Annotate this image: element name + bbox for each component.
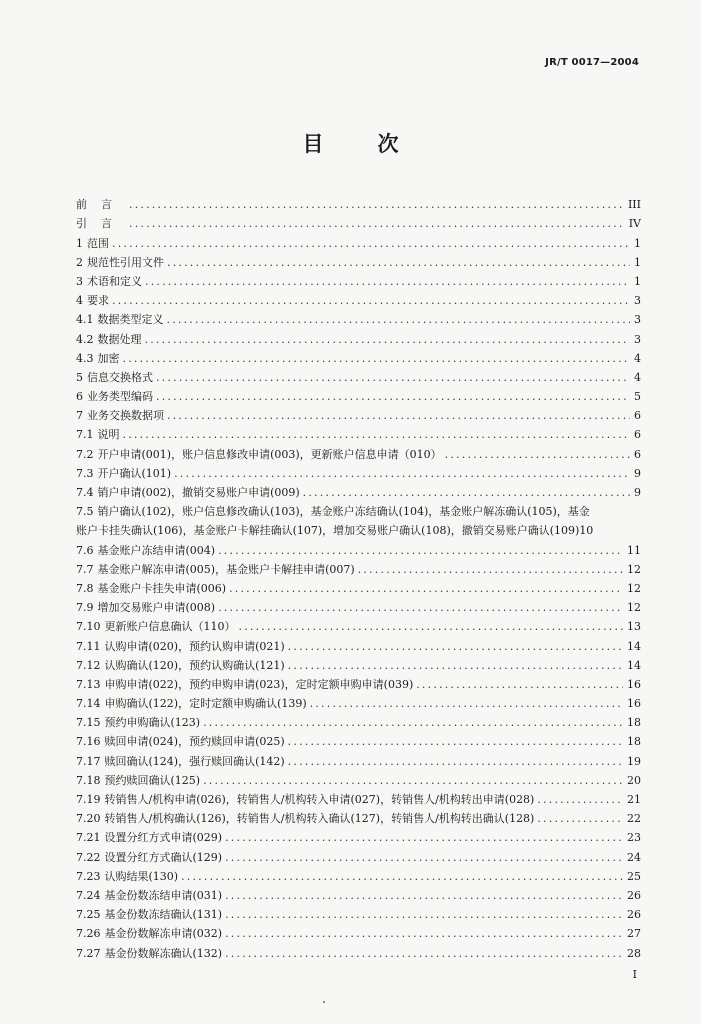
toc-dot-leader	[145, 275, 630, 288]
toc-entry-title: 基金账户解冻申请(005)，基金账户卡解挂申请(007)	[97, 562, 355, 576]
toc-dot-leader	[288, 755, 623, 768]
toc-entry-page: 14	[627, 639, 641, 653]
toc-entry-number: 7.5	[76, 505, 94, 519]
toc-entry-number: 7.11	[76, 639, 101, 653]
toc-entry-number: 7.25	[76, 908, 101, 922]
toc-entry-page: 16	[627, 697, 641, 711]
toc-dot-leader	[225, 908, 623, 921]
toc-entry-page: 18	[627, 735, 641, 749]
toc-entry-title: 信息交换格式	[87, 370, 153, 384]
toc-entry-number: 7.7	[76, 562, 94, 576]
toc-dot-leader	[445, 448, 630, 461]
page-number: I	[632, 968, 637, 981]
toc-entry-title: 认购申请(020)，预约认购申请(021)	[104, 639, 285, 653]
toc-entry-number: 7.2	[76, 447, 94, 461]
toc-entry-title: 设置分红方式确认(129)	[104, 850, 223, 864]
toc-dot-leader	[288, 735, 623, 748]
toc-entry-page: 10	[579, 524, 594, 538]
toc-dot-leader	[129, 198, 624, 211]
toc-entry	[76, 422, 641, 441]
toc-entry	[76, 710, 641, 729]
toc-dot-leader	[358, 563, 623, 576]
toc-entry-title: 要求	[87, 294, 109, 308]
toc-entry-number: 7.1	[76, 428, 94, 442]
toc-dot-leader	[145, 333, 631, 346]
toc-dot-leader	[310, 697, 623, 710]
toc-entry	[76, 748, 641, 767]
toc-entry-number: 7.10	[76, 620, 101, 634]
toc-entry-number: 7.15	[76, 716, 101, 730]
toc-entry-title: 开户申请(001)，账户信息修改申请(003)，更新账户信息申请（010）	[97, 447, 442, 461]
toc-dot-leader	[225, 831, 623, 844]
toc-dot-leader	[303, 486, 630, 499]
toc-dot-leader	[229, 582, 623, 595]
toc-entry-title: 转销售人/机构申请(026)，转销售人/机构转入申请(027)，转销售人/机构转出申请(028)	[104, 793, 535, 806]
toc-entry-page: 6	[634, 447, 641, 461]
toc-dot-leader	[203, 716, 623, 729]
toc-entry	[76, 729, 641, 748]
toc-entry-page: 12	[627, 581, 641, 595]
toc-entry-title: 引言	[76, 217, 126, 231]
toc-dot-leader	[167, 409, 630, 422]
toc-entry-title: 认购确认(120)，预约认购确认(121)	[104, 658, 285, 672]
toc-entry-number: 7.6	[76, 543, 94, 557]
toc-dot-leader	[123, 428, 631, 441]
toc-entry-number: 7.20	[76, 812, 101, 826]
toc-entry	[76, 825, 641, 844]
toc-entry-number: 7.13	[76, 677, 101, 691]
toc-entry-number: 4	[76, 294, 83, 308]
toc-entry-page: 1	[634, 255, 641, 269]
toc-entry	[76, 614, 641, 633]
toc-entry-number: 7.22	[76, 850, 101, 864]
toc-dot-leader	[129, 217, 625, 230]
toc-entry	[76, 441, 641, 460]
toc-entry	[76, 518, 641, 537]
toc-dot-leader	[537, 812, 623, 825]
toc-entry-title: 业务类型编码	[87, 390, 153, 404]
toc-entry-title: 基金份数冻结申请(031)	[104, 888, 223, 902]
toc-entry	[76, 307, 641, 326]
toc-entry-title: 赎回申请(024)，预约赎回申请(025)	[104, 735, 285, 749]
toc-entry-page: 25	[627, 869, 641, 883]
toc-entry-page: 28	[627, 946, 641, 960]
toc-entry	[76, 461, 641, 480]
toc-entry	[76, 595, 641, 614]
toc-entry	[76, 921, 641, 940]
toc-entry-page: 6	[634, 428, 641, 442]
toc-dot-leader	[218, 601, 623, 614]
toc-entry	[76, 250, 641, 269]
toc-entry-title: 申购确认(122)，定时定额申购确认(139)	[104, 697, 307, 711]
toc-entry-page: 27	[627, 927, 641, 941]
toc-entry	[76, 326, 641, 345]
toc-entry-number: 7.16	[76, 735, 101, 749]
toc-entry	[76, 787, 641, 806]
toc-entry-title: 更新账户信息确认（110）	[104, 620, 236, 634]
toc-entry-number: 7.24	[76, 888, 101, 902]
toc-entry	[76, 653, 641, 672]
toc-entry	[76, 192, 641, 211]
toc-entry	[76, 883, 641, 902]
toc-entry-page: 12	[627, 562, 641, 576]
scan-speck	[323, 1001, 325, 1003]
table-of-contents	[76, 192, 641, 960]
toc-dot-leader	[218, 544, 623, 557]
toc-entry	[76, 230, 641, 249]
toc-entry-number: 6	[76, 390, 83, 404]
toc-dot-leader	[156, 390, 630, 403]
toc-dot-leader	[416, 678, 623, 691]
toc-entry	[76, 346, 641, 365]
toc-entry-number: 7.9	[76, 601, 94, 615]
toc-entry-number: 7.17	[76, 754, 101, 768]
toc-entry-title: 销户确认(102)，账户信息修改确认(103)，基金账户冻结确认(104)，基金账户解冻确认(105)，基金	[97, 505, 590, 519]
toc-entry	[76, 864, 641, 883]
toc-entry-number: 7.19	[76, 793, 101, 806]
title-char-1: 目	[302, 132, 324, 156]
toc-entry-page: 1	[634, 236, 641, 250]
toc-entry-page: 9	[634, 486, 641, 499]
toc-entry-page: 9	[634, 466, 641, 480]
toc-entry-page: 3	[634, 332, 641, 346]
toc-dot-leader	[203, 774, 623, 787]
toc-entry-page: 19	[627, 754, 641, 768]
toc-entry-title: 基金份数冻结确认(131)	[104, 908, 223, 922]
toc-entry-page: IV	[628, 217, 641, 231]
toc-entry-title: 增加交易账户申请(008)	[97, 601, 216, 615]
toc-entry-page: 6	[634, 409, 641, 423]
toc-entry-title: 数据类型定义	[97, 313, 164, 327]
toc-dot-leader	[123, 352, 631, 365]
toc-entry-number: 7.23	[76, 869, 101, 883]
toc-entry-number: 7.18	[76, 773, 101, 787]
toc-dot-leader	[225, 927, 623, 940]
toc-entry	[76, 403, 641, 422]
toc-entry-page: 22	[627, 812, 641, 826]
toc-entry	[76, 806, 641, 825]
toc-dot-leader	[181, 870, 623, 883]
toc-entry	[76, 269, 641, 288]
toc-entry-title: 规范性引用文件	[87, 255, 164, 269]
toc-dot-leader	[288, 659, 623, 672]
toc-entry-page: 11	[627, 543, 641, 557]
toc-entry	[76, 576, 641, 595]
toc-entry	[76, 557, 641, 576]
toc-dot-leader	[156, 371, 630, 384]
toc-dot-leader	[537, 793, 623, 806]
toc-entry-page: 5	[634, 390, 641, 404]
toc-entry-title: 范围	[87, 236, 109, 250]
toc-entry-title: 基金份数解冻申请(032)	[104, 927, 223, 941]
toc-entry	[76, 940, 641, 959]
toc-entry-page: 26	[627, 888, 641, 902]
toc-entry-title: 基金账户卡挂失申请(006)	[97, 581, 227, 595]
toc-entry-number: 4.3	[76, 351, 94, 365]
toc-entry-title: 术语和定义	[87, 274, 142, 288]
toc-entry-title: 开户确认(101)	[97, 466, 172, 480]
toc-entry-page: 3	[634, 294, 641, 308]
toc-entry-page: 1	[634, 274, 641, 288]
toc-entry-title: 销户申请(002)，撤销交易账户申请(009)	[97, 486, 300, 499]
toc-entry-number: 5	[76, 370, 83, 384]
toc-dot-leader	[112, 294, 630, 307]
toc-entry-number: 7.4	[76, 486, 94, 499]
toc-entry-title: 基金账户冻结申请(004)	[97, 543, 216, 557]
toc-entry-page: 14	[627, 658, 641, 672]
toc-dot-leader	[225, 889, 623, 902]
toc-entry	[76, 537, 641, 556]
toc-entry-title: 账户卡挂失确认(106)，基金账户卡解挂确认(107)，增加交易账户确认(108)，撤销交易账户确认(109)	[76, 524, 580, 538]
toc-entry-page: 24	[627, 850, 641, 864]
toc-dot-leader	[239, 620, 624, 633]
toc-dot-leader	[167, 313, 631, 326]
toc-entry-page: 12	[627, 601, 641, 615]
page-title	[0, 128, 701, 158]
toc-entry	[76, 902, 641, 921]
toc-entry-number: 2	[76, 255, 83, 269]
toc-dot-leader	[167, 256, 630, 269]
toc-entry-number: 7.8	[76, 581, 94, 595]
toc-entry	[76, 211, 641, 230]
toc-dot-leader	[288, 640, 623, 653]
toc-entry-number: 7.3	[76, 466, 94, 480]
toc-entry-title: 预约赎回确认(125)	[104, 773, 201, 787]
toc-entry-title: 说明	[97, 428, 120, 442]
toc-entry-number: 7.12	[76, 658, 101, 672]
toc-entry-page: 3	[634, 313, 641, 327]
toc-entry-number: 7.26	[76, 927, 101, 941]
toc-entry	[76, 480, 641, 499]
toc-entry-page: 23	[627, 831, 641, 845]
standard-code: JR/T 0017—2004	[545, 57, 639, 68]
toc-dot-leader	[225, 947, 623, 960]
toc-entry-title: 业务交换数据项	[87, 409, 164, 423]
toc-entry-title: 预约申购确认(123)	[104, 716, 201, 730]
toc-entry	[76, 672, 641, 691]
toc-entry-number: 7.21	[76, 831, 101, 845]
toc-entry-number: 4.1	[76, 313, 94, 327]
toc-entry-number: 1	[76, 236, 83, 250]
toc-entry-page: 4	[634, 370, 641, 384]
toc-dot-leader	[112, 237, 630, 250]
toc-entry	[76, 288, 641, 307]
toc-entry-title: 转销售人/机构确认(126)，转销售人/机构转入确认(127)，转销售人/机构转出确认(128)	[104, 812, 535, 826]
toc-dot-leader	[225, 851, 623, 864]
toc-entry-number: 7	[76, 409, 83, 423]
toc-entry-number: 3	[76, 274, 83, 288]
toc-entry-title: 前言	[76, 198, 126, 212]
toc-entry	[76, 844, 641, 863]
toc-entry	[76, 691, 641, 710]
toc-entry-title: 数据处理	[97, 332, 142, 346]
toc-entry-page: 21	[627, 793, 641, 806]
toc-entry-page: 4	[634, 351, 641, 365]
toc-entry-page: 13	[627, 620, 641, 634]
toc-entry-page: 26	[627, 908, 641, 922]
toc-entry-number: 4.2	[76, 332, 94, 346]
toc-entry	[76, 384, 641, 403]
toc-entry-title: 基金份数解冻确认(132)	[104, 946, 223, 960]
toc-entry-title: 赎回确认(124)，强行赎回确认(142)	[104, 754, 285, 768]
title-char-2: 次	[377, 132, 399, 156]
toc-entry-page: 18	[627, 716, 641, 730]
toc-entry	[76, 633, 641, 652]
toc-entry-page: III	[627, 198, 641, 212]
toc-entry	[76, 768, 641, 787]
toc-entry-title: 设置分红方式申请(029)	[104, 831, 223, 845]
toc-entry-title: 加密	[97, 351, 120, 365]
toc-entry-number: 7.27	[76, 946, 101, 960]
toc-dot-leader	[174, 467, 630, 480]
toc-entry	[76, 499, 641, 518]
toc-entry	[76, 365, 641, 384]
toc-entry-title: 申购申请(022)，预约申购申请(023)，定时定额申购申请(039)	[104, 677, 414, 691]
toc-entry-title: 认购结果(130)	[104, 869, 179, 883]
toc-entry-number: 7.14	[76, 697, 101, 711]
toc-entry-page: 20	[627, 773, 641, 787]
toc-entry-page: 16	[627, 677, 641, 691]
